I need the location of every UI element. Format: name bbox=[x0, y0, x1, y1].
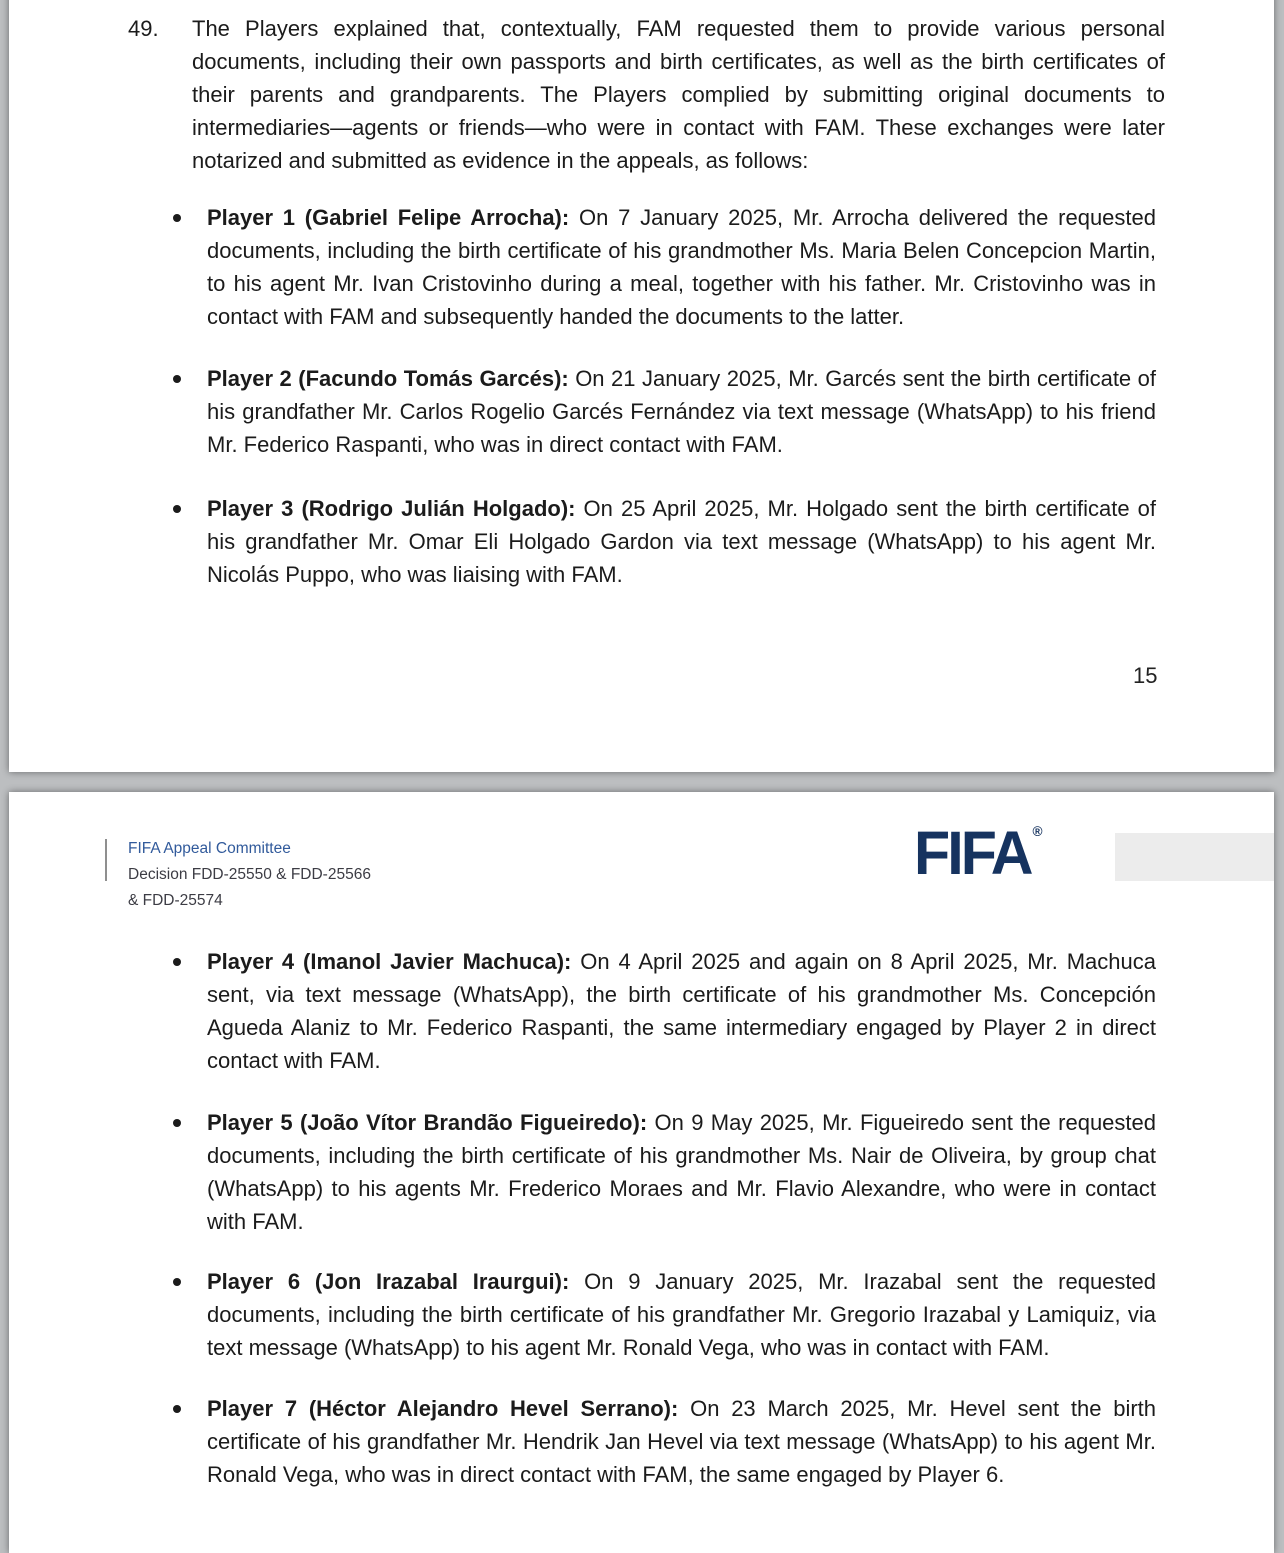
bullet-icon bbox=[173, 958, 181, 966]
doc-header bbox=[105, 836, 371, 914]
paragraph-text: The Players explained that, contextually, FAM requested them to provide various personal documents, including their own passports and birth certificates, as well as the birth certificates of their parents and grandparents. The Players complied by submitting original documents to intermediaries—agents or friends—who were in contact with FAM. These exchanges were later notarized and submitted as evidence in the appeals, as follows: bbox=[192, 16, 1165, 173]
player-bullet-bold: Player 7 (Héctor Alejandro Hevel Serrano): bbox=[207, 1396, 679, 1421]
player-bullet-text: On 25 April 2025, Mr. Holgado sent the birth certificate of his grandfather Mr. Omar Eli Holgado Gardon via text message (WhatsApp) to his agent Mr. Nicolás Puppo, who was liaising with FAM. bbox=[207, 496, 1156, 587]
bullet-icon bbox=[173, 214, 181, 222]
player-bullet bbox=[207, 201, 1156, 333]
player-bullet bbox=[207, 1106, 1156, 1238]
doc-header-decision-line-2: & FDD-25574 bbox=[128, 892, 223, 909]
doc-header-text bbox=[128, 836, 371, 914]
list-item-player-6 bbox=[167, 1265, 1156, 1364]
player-bullet-bold: Player 5 (João Vítor Brandão Figueiredo): bbox=[207, 1110, 648, 1135]
bullet-icon bbox=[173, 375, 181, 383]
player-bullet bbox=[207, 1392, 1156, 1491]
player-bullet-bold: Player 1 (Gabriel Felipe Arrocha): bbox=[207, 205, 570, 230]
player-bullet-text: On 9 May 2025, Mr. Figueiredo sent the requested documents, including the birth certificate of his grandmother Ms. Nair de Oliveira, by group chat (WhatsApp) to his agents Mr. Frederico Moraes and Mr. Flavio Alexandre, who were in contact with FAM. bbox=[207, 1110, 1156, 1234]
player-bullet bbox=[207, 1265, 1156, 1364]
header-accent-bar bbox=[105, 839, 107, 881]
player-bullet-text: On 21 January 2025, Mr. Garcés sent the birth certificate of his grandfather Mr. Carlos Rogelio Garcés Fernández via text message (WhatsApp) to his friend Mr. Federico Raspanti, who was in direct contact with FAM. bbox=[207, 366, 1156, 457]
bullet-icon bbox=[173, 1405, 181, 1413]
fifa-logo-text: FIFA bbox=[914, 819, 1031, 887]
list-item-player-1 bbox=[167, 201, 1156, 333]
list-item-player-2 bbox=[167, 362, 1156, 461]
bullet-icon bbox=[173, 1119, 181, 1127]
document-page-1 bbox=[9, 0, 1274, 772]
list-item-player-3 bbox=[167, 492, 1156, 591]
player-bullet-text: On 4 April 2025 and again on 8 April 2025, Mr. Machuca sent, via text message (WhatsApp), the birth certificate of his grandmother Ms. Concepción Agueda Alaniz to Mr. Federico Raspanti, the same intermediary engaged by Player 2 in direct contact with FAM. bbox=[207, 949, 1156, 1073]
bullet-icon bbox=[173, 1278, 181, 1286]
paragraph-49 bbox=[128, 12, 1165, 177]
registered-trademark-icon: ® bbox=[1032, 823, 1043, 839]
page-number: 15 bbox=[1133, 663, 1158, 688]
doc-header-decision-line-1: Decision FDD-25550 & FDD-25566 bbox=[128, 866, 371, 883]
paragraph-number: 49. bbox=[128, 16, 159, 41]
document-page-2 bbox=[9, 792, 1274, 1553]
player-bullet-bold: Player 4 (Imanol Javier Machuca): bbox=[207, 949, 572, 974]
player-bullet bbox=[207, 362, 1156, 461]
player-bullet-bold: Player 2 (Facundo Tomás Garcés): bbox=[207, 366, 569, 391]
doc-header-title: FIFA Appeal Committee bbox=[128, 840, 291, 857]
fifa-logo bbox=[914, 818, 1043, 888]
player-bullet-text: On 7 January 2025, Mr. Arrocha delivered the requested documents, including the birth certificate of his grandmother Ms. Maria Belen Concepcion Martin, to his agent Mr. Ivan Cristovinho during a meal, together with his father. Mr. Cristovinho was in contact with FAM and subsequently handed the documents to the latter. bbox=[207, 205, 1157, 329]
player-bullet bbox=[207, 492, 1156, 591]
list-item-player-7 bbox=[167, 1392, 1156, 1491]
player-bullet-bold: Player 3 (Rodrigo Julián Holgado): bbox=[207, 496, 576, 521]
list-item-player-4 bbox=[167, 945, 1156, 1077]
player-bullet-text: On 23 March 2025, Mr. Hevel sent the birth certificate of his grandfather Mr. Hendrik Jan Hevel via text message (WhatsApp) to his agent Mr. Ronald Vega, who was in direct contact with FAM, the same engaged by Player 6. bbox=[207, 1396, 1157, 1487]
player-bullet-bold: Player 6 (Jon Irazabal Iraurgui): bbox=[207, 1269, 570, 1294]
bullet-icon bbox=[173, 505, 181, 513]
redacted-region bbox=[1115, 833, 1274, 881]
player-bullet-text: On 9 January 2025, Mr. Irazabal sent the requested documents, including the birth certificate of his grandfather Mr. Gregorio Irazabal y Lamiquiz, via text message (WhatsApp) to his agent Mr. Ronald Vega, who was in contact with FAM. bbox=[207, 1269, 1157, 1360]
player-bullet bbox=[207, 945, 1156, 1077]
list-item-player-5 bbox=[167, 1106, 1156, 1238]
